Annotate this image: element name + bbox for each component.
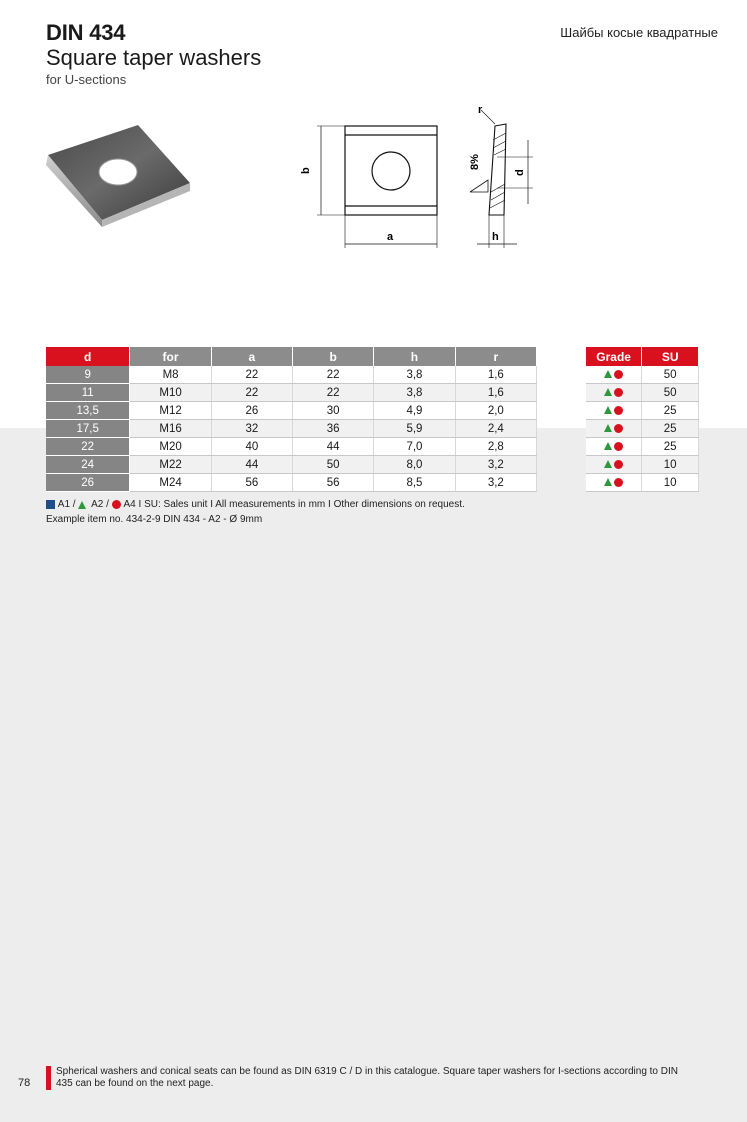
- cell-d: 9: [46, 366, 130, 384]
- technical-drawing: [295, 100, 555, 260]
- cell-for: M12: [130, 402, 211, 420]
- table-header-row: [586, 347, 699, 366]
- col-header-b: b: [293, 347, 374, 366]
- dimensions-table: [46, 347, 537, 492]
- cell-r: 1,6: [455, 384, 536, 402]
- cell-h: 4,9: [374, 402, 455, 420]
- dim-label-r: r: [478, 104, 483, 116]
- col-header-h: h: [374, 347, 455, 366]
- col-header-d: d: [46, 347, 130, 366]
- dim-label-b: b: [300, 167, 312, 174]
- cell-b: 22: [293, 366, 374, 384]
- a4-dot-icon: [614, 442, 623, 451]
- a2-triangle-icon: [78, 501, 86, 509]
- legend-sep: /: [106, 499, 109, 510]
- cell-r: 2,8: [455, 438, 536, 456]
- dim-label-a: a: [387, 231, 394, 243]
- a4-dot-icon: [614, 406, 623, 415]
- dim-label-d: d: [514, 169, 526, 176]
- cell-d: 13,5: [46, 402, 130, 420]
- a4-dot-icon: [614, 478, 623, 487]
- grade-su-table: [586, 347, 699, 492]
- table-row: [586, 420, 699, 438]
- cell-d: 11: [46, 384, 130, 402]
- example-item: Example item no. 434-2-9 DIN 434 - A2 - Ø 9mm: [46, 514, 263, 525]
- legend-a1: A1: [57, 499, 71, 510]
- legend-sep: /: [72, 499, 76, 510]
- cell-a: 40: [211, 438, 292, 456]
- cell-d: 24: [46, 456, 130, 474]
- a2-triangle-icon: [604, 388, 612, 396]
- cell-for: M24: [130, 474, 211, 492]
- page-title: DIN 434: [46, 20, 126, 45]
- cell-h: 3,8: [374, 384, 455, 402]
- grade-cell: [586, 366, 642, 384]
- cell-r: 2,0: [455, 402, 536, 420]
- a2-triangle-icon: [604, 424, 612, 432]
- cell-h: 3,8: [374, 366, 455, 384]
- a4-dot-icon: [614, 370, 623, 379]
- cell-su: 25: [642, 438, 699, 456]
- table-row: [46, 384, 537, 402]
- cell-b: 36: [293, 420, 374, 438]
- col-header-a: a: [211, 347, 292, 366]
- a4-dot-icon: [614, 388, 623, 397]
- table-header-row: [46, 347, 537, 366]
- a2-triangle-icon: [604, 478, 612, 486]
- cell-b: 44: [293, 438, 374, 456]
- table-row: [46, 474, 537, 492]
- legend: [46, 499, 465, 510]
- dim-label-h: h: [492, 231, 499, 243]
- grade-cell: [586, 474, 642, 492]
- page-number: 78: [18, 1077, 31, 1089]
- legend-a2: A2: [91, 499, 104, 510]
- table-row: [586, 366, 699, 384]
- grade-cell: [586, 438, 642, 456]
- page-subsubtitle: for U-sections: [46, 72, 127, 87]
- cell-su: 10: [642, 456, 699, 474]
- cell-su: 25: [642, 402, 699, 420]
- table-row: [586, 474, 699, 492]
- cell-su: 10: [642, 474, 699, 492]
- table-row: [46, 420, 537, 438]
- cell-d: 22: [46, 438, 130, 456]
- cell-h: 8,5: [374, 474, 455, 492]
- col-header-for: for: [130, 347, 211, 366]
- col-header-r: r: [455, 347, 536, 366]
- a2-triangle-icon: [604, 370, 612, 378]
- cell-d: 17,5: [46, 420, 130, 438]
- cell-r: 3,2: [455, 456, 536, 474]
- washer-photo: [40, 115, 200, 235]
- cell-su: 50: [642, 366, 699, 384]
- grade-cell: [586, 402, 642, 420]
- russian-title: Шайбы косые квадратные: [560, 25, 718, 40]
- a2-triangle-icon: [604, 442, 612, 450]
- cell-h: 5,9: [374, 420, 455, 438]
- cell-su: 25: [642, 420, 699, 438]
- a2-triangle-icon: [604, 406, 612, 414]
- cell-b: 50: [293, 456, 374, 474]
- table-row: [46, 456, 537, 474]
- col-header-grade: Grade: [586, 347, 642, 366]
- legend-text: I SU: Sales unit I All measurements in mm I Other dimensions on request.: [138, 499, 465, 510]
- table-row: [586, 384, 699, 402]
- grade-cell: [586, 384, 642, 402]
- cell-h: 7,0: [374, 438, 455, 456]
- grade-cell: [586, 456, 642, 474]
- table-row: [46, 438, 537, 456]
- a4-dot-icon: [614, 424, 623, 433]
- table-row: [586, 438, 699, 456]
- a1-square-icon: [46, 500, 55, 509]
- footer-accent-bar: [46, 1066, 51, 1090]
- a2-triangle-icon: [604, 460, 612, 468]
- cell-r: 2,4: [455, 420, 536, 438]
- legend-a4: A4: [123, 499, 136, 510]
- cell-su: 50: [642, 384, 699, 402]
- cell-h: 8,0: [374, 456, 455, 474]
- cell-for: M10: [130, 384, 211, 402]
- grey-background: [0, 428, 747, 1122]
- cell-a: 22: [211, 366, 292, 384]
- cell-r: 3,2: [455, 474, 536, 492]
- cell-for: M22: [130, 456, 211, 474]
- cell-b: 56: [293, 474, 374, 492]
- cell-for: M8: [130, 366, 211, 384]
- footer-note: Spherical washers and conical seats can be found as DIN 6319 C / D in this catalogue. Square taper washers for I-sections according to DIN 435 can be found on the next page.: [56, 1066, 678, 1089]
- cell-a: 44: [211, 456, 292, 474]
- cell-b: 22: [293, 384, 374, 402]
- cell-for: M16: [130, 420, 211, 438]
- col-header-su: SU: [642, 347, 699, 366]
- cell-a: 26: [211, 402, 292, 420]
- a4-dot-icon: [614, 460, 623, 469]
- page-subtitle: Square taper washers: [46, 45, 262, 70]
- table-row: [586, 456, 699, 474]
- cell-a: 56: [211, 474, 292, 492]
- table-row: [586, 402, 699, 420]
- cell-d: 26: [46, 474, 130, 492]
- grade-cell: [586, 420, 642, 438]
- dim-label-slope: 8%: [469, 154, 481, 170]
- table-row: [46, 402, 537, 420]
- cell-r: 1,6: [455, 366, 536, 384]
- cell-for: M20: [130, 438, 211, 456]
- table-row: [46, 366, 537, 384]
- cell-a: 32: [211, 420, 292, 438]
- cell-a: 22: [211, 384, 292, 402]
- cell-b: 30: [293, 402, 374, 420]
- a4-dot-icon: [112, 500, 121, 509]
